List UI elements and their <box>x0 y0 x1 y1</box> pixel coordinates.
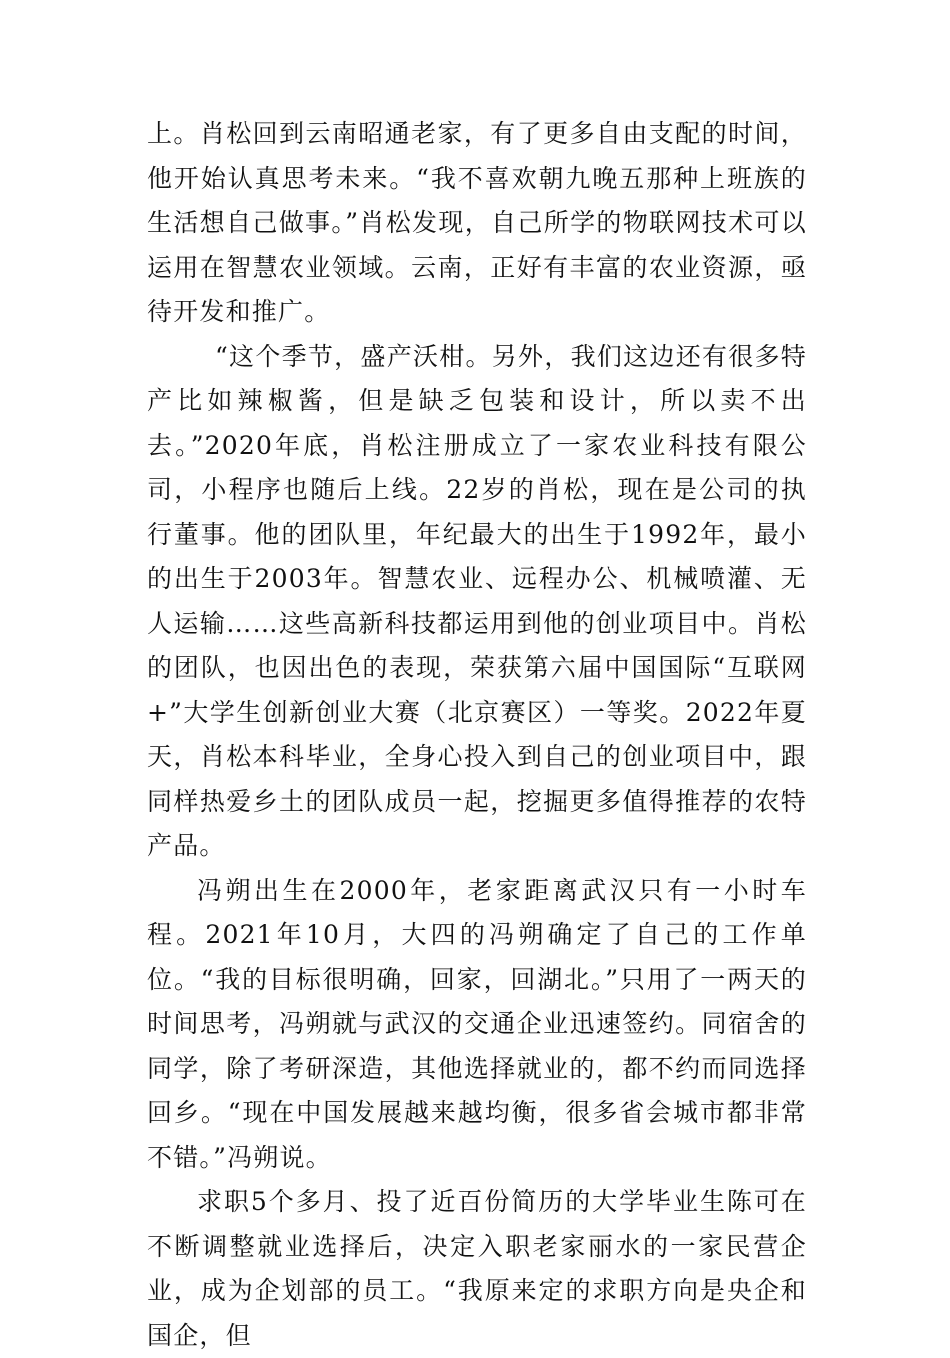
paragraph-feng-shuo: 冯朔出生在2000年，老家距离武汉只有一小时车程。2021年10月，大四的冯朔确定了自己的工作单位。“我的目标很明确，回家，回湖北。”只用了一两天的时间思考，冯朔就与武汉的交通企业迅速签约。同宿舍的同学，除了考研深造，其他选择就业的，都不约而同选择回乡。“现在中国发展越来越均衡，很多省会城市都非常不错。”冯朔说。 <box>147 875 807 1172</box>
paragraph-xiao-song-company: “这个季节，盛产沃柑。另外，我们这边还有很多特产比如辣椒酱，但是缺乏包装和设计，所以卖不出去。”2020年底，肖松注册成立了一家农业科技有限公司，小程序也随后上线。22岁的肖松，现在是公司的执行董事。他的团队里，年纪最大的出生于1992年，最小的出生于2003年。智慧农业、远程办公、机械喷灌、无人运输……这些高新科技都运用到他的创业项目中。肖松的团队，也因出色的表现，荣获第六届中国国际“互联网+”大学生创新创业大赛（北京赛区）一等奖。2022年夏天，肖松本科毕业，全身心投入到自己的创业项目中，跟同样热爱乡土的团队成员一起，挖掘更多值得推荐的农特产品。 <box>147 341 807 860</box>
paragraph-chen-ke: 求职5个多月、投了近百份简历的大学毕业生陈可在不断调整就业选择后，决定入职老家丽水的一家民营企业，成为企划部的员工。“我原来定的求职方向是央企和国企，但 <box>147 1187 807 1350</box>
paragraph-continued: 上。肖松回到云南昭通老家，有了更多自由支配的时间，他开始认真思考未来。“我不喜欢朝九晚五那种上班族的生活想自己做事。”肖松发现，自己所学的物联网技术可以运用在智慧农业领域。云南，正好有丰富的农业资源，亟待开发和推广。 <box>147 119 807 326</box>
article-body <box>147 112 807 1358</box>
